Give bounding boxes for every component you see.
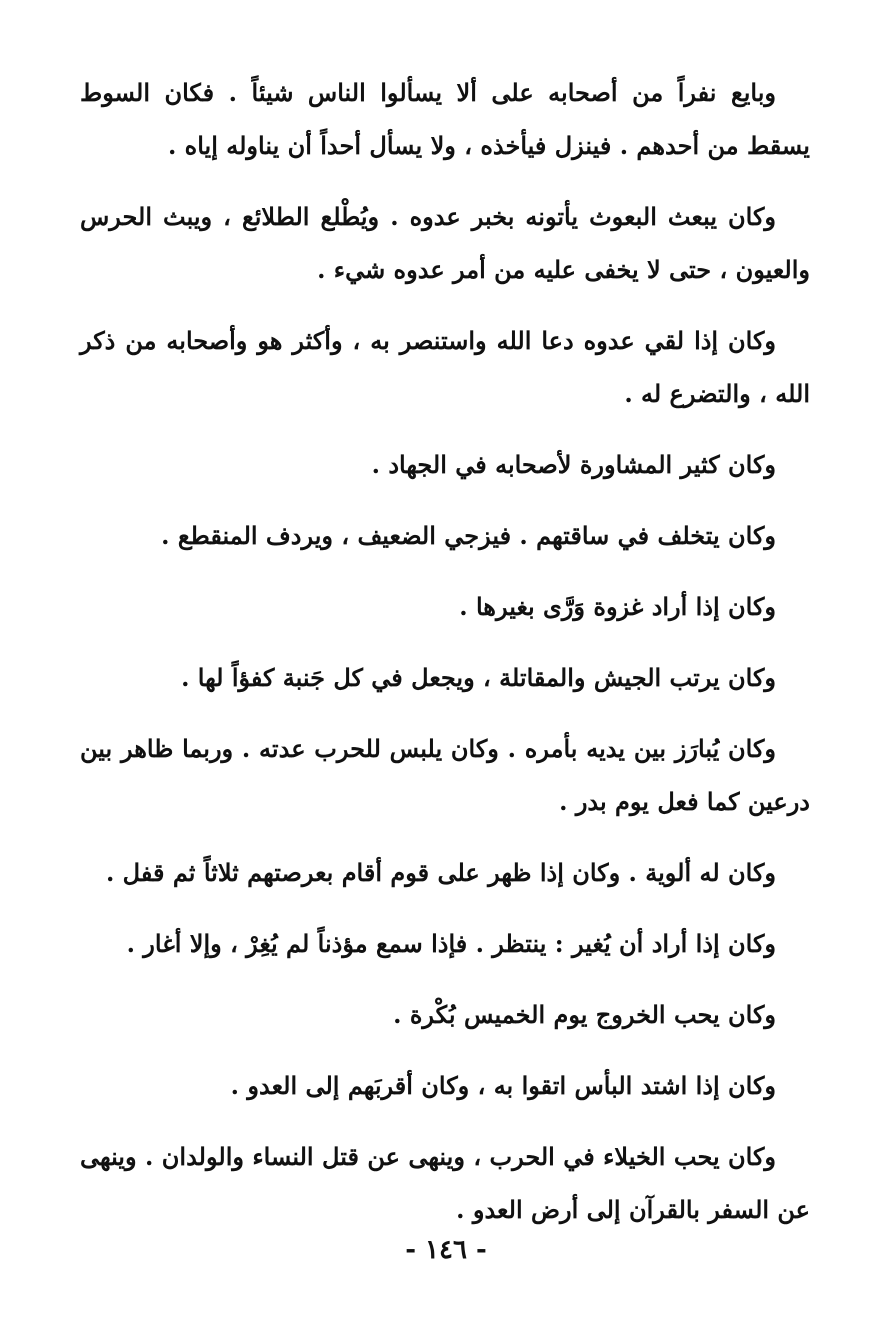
paragraph-4: وكان كثير المشاورة لأصحابه في الجهاد .	[371, 450, 776, 479]
page-body-text	[80, 66, 810, 1254]
paragraph-3: وكان إذا لقي عدوه دعا الله واستنصر به ، وأكثر هو وأصحابه من ذكر الله ، والتضرع له .	[80, 326, 810, 408]
paragraph-1: وبايع نفراً من أصحابه على ألا يسألوا الناس شيئاً . فكان السوط يسقط من أحدهم . فينزل فيأخذه ، ولا يسأل أحداً أن يناوله إياه .	[80, 78, 810, 160]
page-number: - ١٤٦ -	[405, 1235, 487, 1265]
paragraph-6: وكان إذا أراد غزوة وَرَّى بغيرها .	[459, 592, 776, 621]
paragraph-10: وكان إذا أراد أن يُغير : ينتظر . فإذا سمع مؤذناً لم يُغِرْ ، وإلا أغار .	[126, 929, 776, 958]
paragraph-12: وكان إذا اشتد البأس اتقوا به ، وكان أقربَهم إلى العدو .	[230, 1071, 776, 1100]
paragraph-7: وكان يرتب الجيش والمقاتلة ، ويجعل في كل جَنبة كفؤاً لها .	[181, 663, 776, 692]
paragraph-11: وكان يحب الخروج يوم الخميس بُكْرة .	[393, 1000, 776, 1029]
paragraph-9: وكان له ألوية . وكان إذا ظهر على قوم أقام بعرصتهم ثلاثاً ثم قفل .	[105, 858, 776, 887]
paragraph-2: وكان يبعث البعوث يأتونه بخبر عدوه . ويُطْلع الطلائع ، ويبث الحرس والعيون ، حتى لا يخفى عليه من أمر عدوه شيء .	[80, 202, 810, 284]
paragraph-8: وكان يُبارَز بين يديه بأمره . وكان يلبس للحرب عدته . وربما ظاهر بين درعين كما فعل يوم بدر .	[80, 734, 810, 816]
paragraph-5: وكان يتخلف في ساقتهم . فيزجي الضعيف ، ويردف المنقطع .	[161, 521, 776, 550]
paragraph-13: وكان يحب الخيلاء في الحرب ، وينهى عن قتل النساء والولدان . وينهى عن السفر بالقرآن إلى أرض العدو .	[80, 1142, 810, 1224]
